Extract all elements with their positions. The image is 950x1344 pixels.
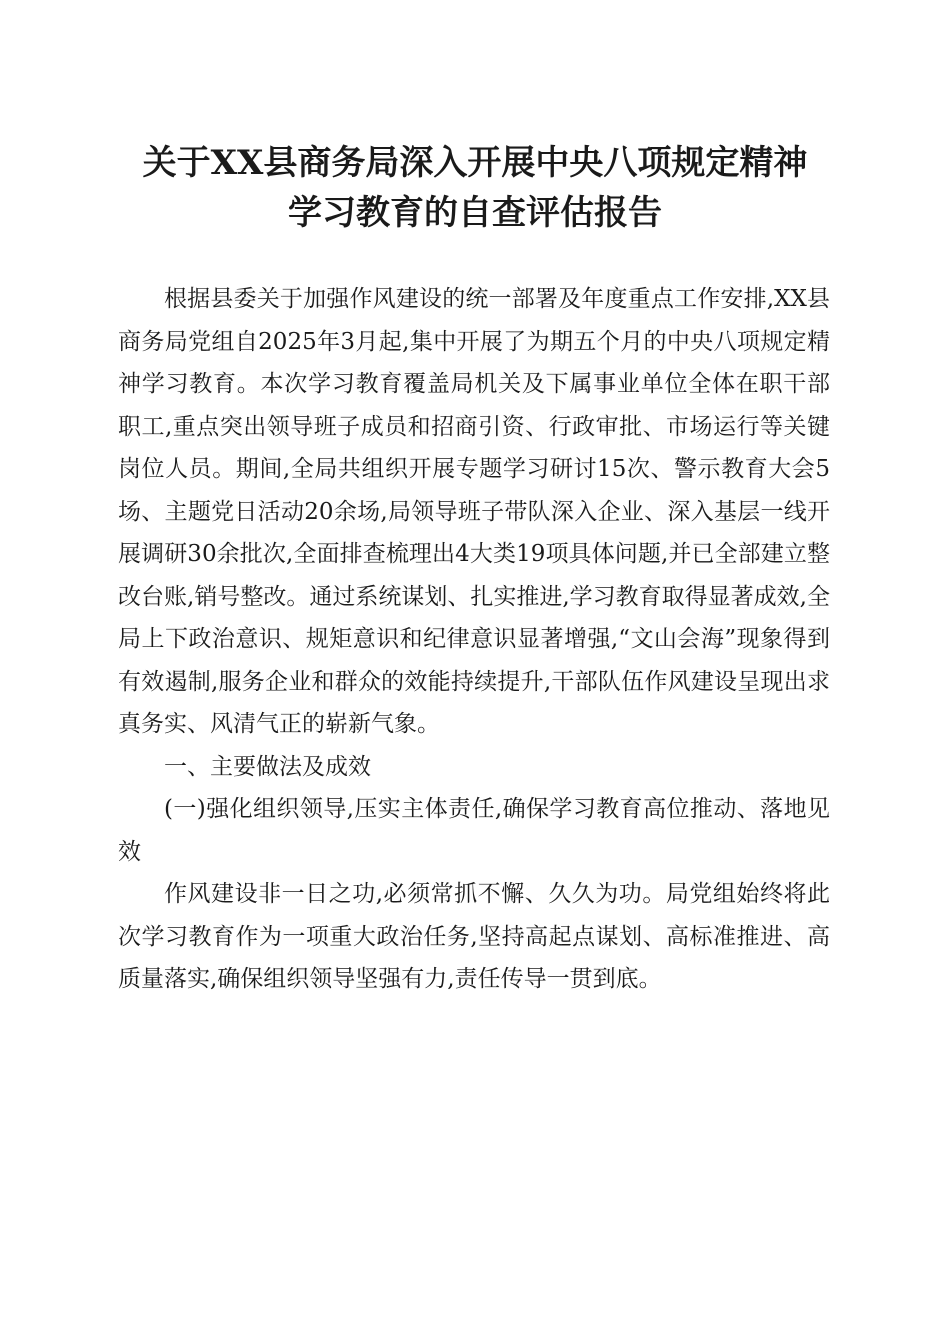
document-body xyxy=(118,278,830,1001)
section-heading: 一、主要做法及成效 xyxy=(164,753,371,780)
title-line-2: 学习教育的自查评估报告 xyxy=(288,193,662,233)
title-line-1: 关于XX县商务局深入开展中央八项规定精神 xyxy=(142,143,808,183)
subsection-heading: (一)强化组织领导,压实主体责任,确保学习教育高位推动、落地见效 xyxy=(118,796,830,865)
document-title xyxy=(90,138,860,238)
subsection-paragraph: 作风建设非一日之功,必须常抓不懈、久久为功。局党组始终将此次学习教育作为一项重大政治任务,坚持高起点谋划、高标准推进、高质量落实,确保组织领导坚强有力,责任传导一贯到底。 xyxy=(118,881,830,992)
intro-paragraph: 根据县委关于加强作风建设的统一部署及年度重点工作安排,XX县商务局党组自2025年3月起,集中开展了为期五个月的中央八项规定精神学习教育。本次学习教育覆盖局机关及下属事业单位全体在职干部职工,重点突出领导班子成员和招商引资、行政审批、市场运行等关键岗位人员。期间,全局共组织开展专题学习研讨15次、警示教育大会5场、主题党日活动20余场,局领导班子带队深入企业、深入基层一线开展调研30余批次,全面排查梳理出4大类19项具体问题,并已全部建立整改台账,销号整改。通过系统谋划、扎实推进,学习教育取得显著成效,全局上下政治意识、规矩意识和纪律意识显著增强,“文山会海”现象得到有效遏制,服务企业和群众的效能持续提升,干部队伍作风建设呈现出求真务实、风清气正的崭新气象。 xyxy=(118,286,830,737)
